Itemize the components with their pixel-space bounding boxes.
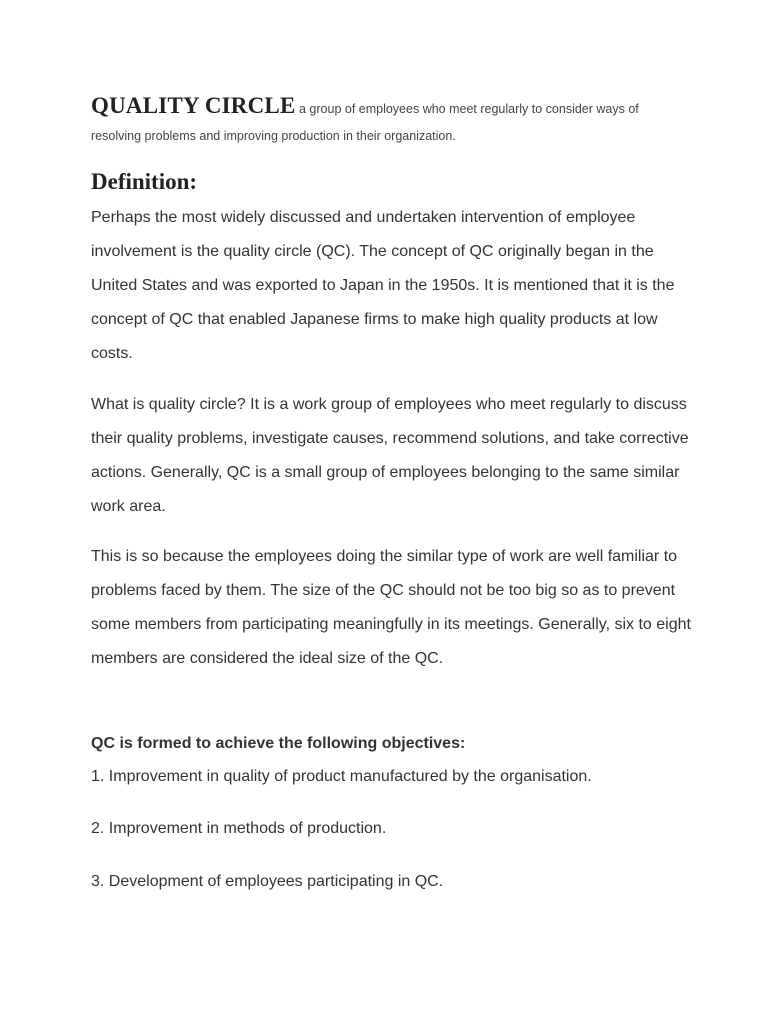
definition-paragraph-3: This is so because the employees doing the similar type of work are well familiar to problems faced by them. The size of the QC should not be too big so as to prevent some members from participating meaningfully in its meetings. Generally, six to eight members are considered the ideal size of the QC. [91, 548, 691, 667]
objective-item-3: 3. Development of employees participating in QC. [91, 873, 444, 890]
definition-paragraph-2: What is quality circle? It is a work group of employees who meet regularly to discuss their quality problems, investigate causes, recommend solutions, and take corrective actions. Generally, QC is a small group of employees belonging to the same similar work area. [91, 396, 689, 515]
objective-item-1: 1. Improvement in quality of product manufactured by the organisation. [91, 768, 592, 785]
objectives-heading: QC is formed to achieve the following objectives: [91, 735, 466, 752]
title-term: QUALITY CIRCLE [91, 93, 296, 118]
title-block [91, 92, 691, 150]
definition-heading: Definition: [91, 169, 198, 194]
objective-item-2: 2. Improvement in methods of production. [91, 820, 387, 837]
definition-paragraph-1: Perhaps the most widely discussed and undertaken intervention of employee involvement is the quality circle (QC). The concept of QC originally began in the United States and was exported to Japan in the 1950s. It is mentioned that it is the concept of QC that enabled Japanese firms to make high quality products at low costs. [91, 209, 675, 362]
title-definition: a group of employees who meet regularly to consider ways of resolving problems and improving production in their organization. [91, 102, 639, 143]
